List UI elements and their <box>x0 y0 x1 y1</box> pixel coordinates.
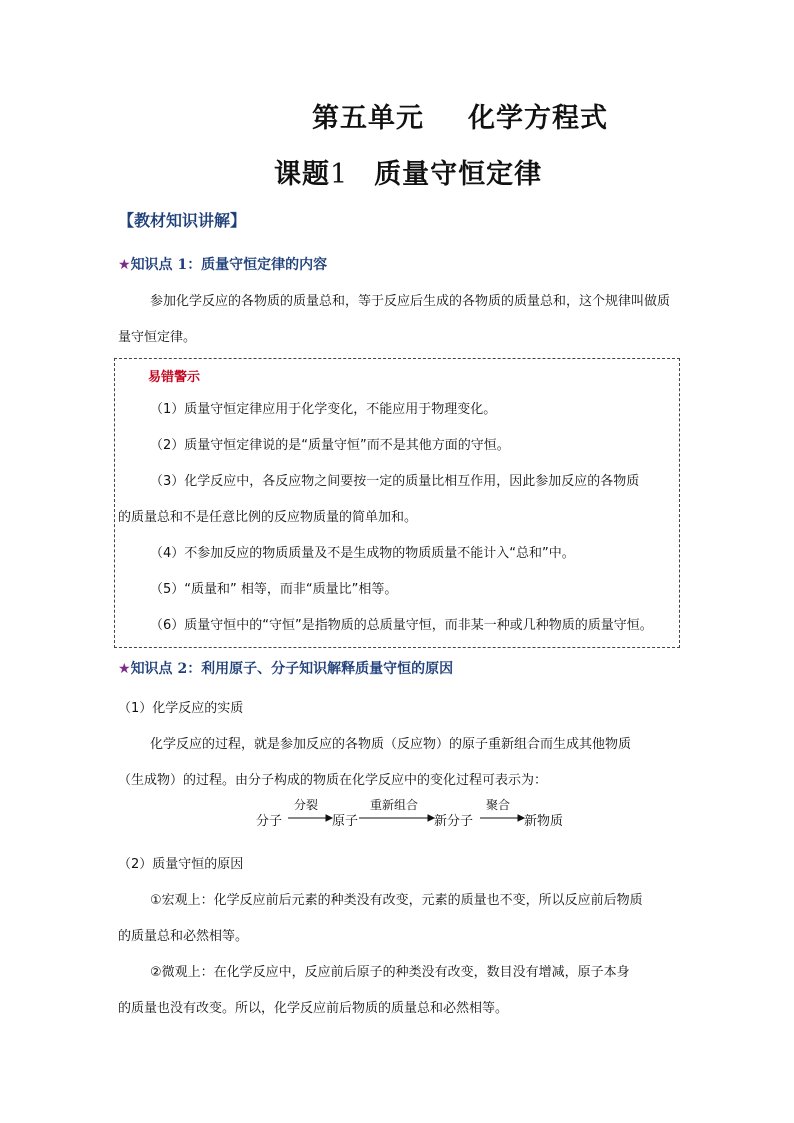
warning-item-6 <box>118 608 680 644</box>
flow-node-new-molecule: 新分子 <box>434 814 474 829</box>
warning-item-text: （5）“质量和” 相等，而非“质量比”相等。 <box>150 582 398 597</box>
chapter-label: 化学方程式 <box>468 103 608 134</box>
kp1-number: 1 <box>177 257 188 273</box>
kp2-number: 2 <box>177 661 188 677</box>
warning-item-2 <box>118 428 680 464</box>
star-icon: ★ <box>118 257 131 273</box>
warning-item-5 <box>118 572 680 608</box>
macro-line-2: 的质量总和必然相等。 <box>118 929 249 944</box>
section-heading: 【教材知识讲解】 <box>118 211 247 230</box>
warning-item-4 <box>118 536 680 572</box>
kp1-body <box>118 284 678 356</box>
flow-label-recombine: 重新组合 <box>370 798 419 812</box>
flow-label-split: 分裂 <box>294 798 319 812</box>
warning-item-text: （3）化学反应中，各反应物之间要按一定的质量比相互作用，因此参加反应的各物质 <box>150 474 640 489</box>
warning-title: 易错警示 <box>148 370 201 385</box>
flow-label-aggregate: 聚合 <box>486 798 511 812</box>
flow-node-new-substance: 新物质 <box>524 814 564 829</box>
warning-item-3 <box>118 464 680 500</box>
subsection-2-heading: （2）质量守恒的原因 <box>118 857 244 872</box>
subsection-1-heading: （1）化学反应的实质 <box>118 701 244 716</box>
unit-label: 第五单元 <box>312 103 424 134</box>
warning-item-text: 的质量总和不是任意比例的反应物质量的简单加和。 <box>118 510 418 525</box>
unit-title <box>312 96 652 135</box>
kp1-label: 知识点 <box>130 257 173 273</box>
lesson-number: 1 <box>330 159 349 190</box>
flow-node-atom: 原子 <box>332 814 359 829</box>
kp1-body-text: 参加化学反应的各物质的质量总和，等于反应后生成的各物质的质量总和，这个规律叫做质量守恒定律。 <box>118 294 671 345</box>
micro-line-2: 的质量也没有改变。所以，化学反应前后物质的质量总和必然相等。 <box>118 1001 509 1016</box>
reaction-flow-diagram <box>256 800 576 830</box>
flow-node-molecule: 分子 <box>256 814 283 829</box>
subsection-1-body-line1: 化学反应的过程，就是参加反应的各物质（反应物）的原子重新组合而生成其他物质 <box>150 737 632 752</box>
macro-line-1: ①宏观上：化学反应前后元素的种类没有改变，元素的质量也不变，所以反应前后物质 <box>150 893 643 908</box>
lesson-prefix: 课题 <box>274 159 330 190</box>
warning-item-1 <box>118 392 680 428</box>
warning-item-text: （1）质量守恒定律应用于化学变化，不能应用于物理变化。 <box>150 402 497 417</box>
lesson-title <box>274 152 542 191</box>
subsection-1-body-line2: （生成物）的过程。由分子构成的物质在化学反应中的变化过程可表示为： <box>118 773 548 788</box>
star-icon: ★ <box>118 661 131 677</box>
warning-item-text: （4）不参加反应的物质质量及不是生成物的物质质量不能计入“总和”中。 <box>150 546 575 561</box>
knowledge-point-2-heading <box>118 658 453 678</box>
micro-line-1: ②微观上：在化学反应中，反应前后原子的种类没有改变，数目没有增减，原子本身 <box>150 965 630 980</box>
lesson-name: 质量守恒定律 <box>374 159 543 190</box>
kp2-title: ：利用原子、分子知识解释质量守恒的原因 <box>187 661 454 677</box>
kp2-label: 知识点 <box>130 661 173 677</box>
warning-item-text: （6）质量守恒中的“守恒”是指物质的总质量守恒，而非某一种或几种物质的质量守恒。 <box>150 618 653 633</box>
kp1-title: ：质量守恒定律的内容 <box>187 257 328 273</box>
warning-item-3-cont <box>118 500 680 536</box>
knowledge-point-1-heading <box>118 254 327 274</box>
warning-item-text: （2）质量守恒定律说的是“质量守恒”而不是其他方面的守恒。 <box>150 438 510 453</box>
